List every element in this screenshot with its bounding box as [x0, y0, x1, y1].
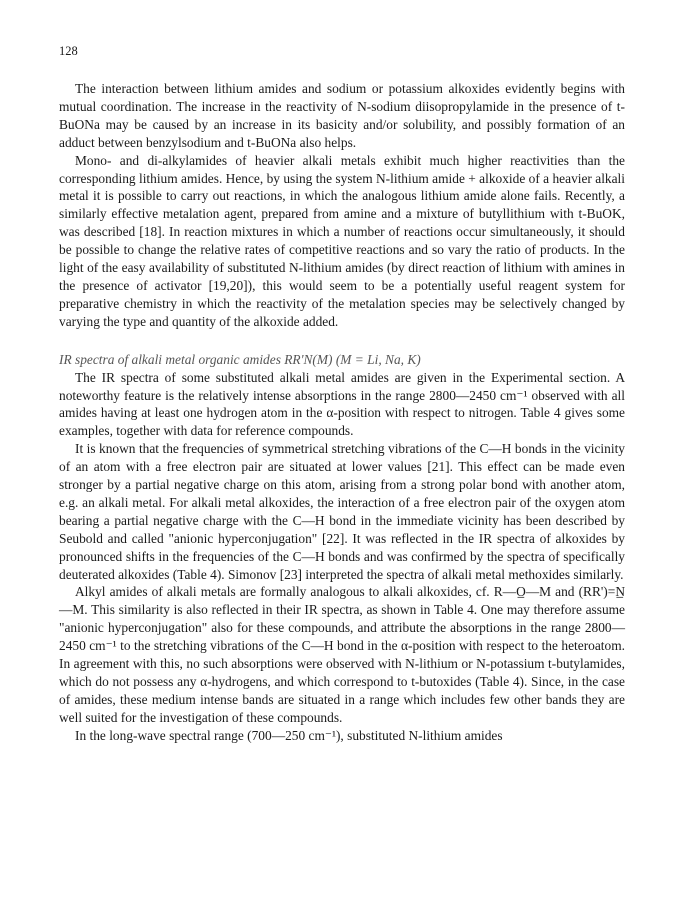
body-text: [59, 80, 625, 745]
page-number: 128: [59, 44, 78, 58]
section-heading-ir-spectra: IR spectra of alkali metal organic amides RR'N(M) (M = Li, Na, K): [59, 351, 421, 367]
paragraph-long-wave-range: In the long-wave spectral range (700—250 cm⁻¹), substituted N-lithium amides: [75, 727, 503, 743]
paragraph-alkyl-amides-analogy: Alkyl amides of alkali metals are formally analogous to alkali alkoxides, cf. R—O̲—M and (RR')=N̲—M. This similarity is also reflected in their IR spectra, as shown in Table 4. One may therefore assume "anionic hyperconjugation" also for these compounds, and attribute the absorptions in the range 2800—2450 cm⁻¹ to the stretching vibrations of the C—H bond in the α-position with respect to the heteroatom. In agreement with this, no such absorptions were observed with N-lithium or N-potassium t-butylamides, which do not possess any α-hydrogens, and which correspond to t-butoxides (Table 4). Since, in the case of amides, these medium intense bands are situated in a range which includes few other bands they are well suited for the investigation of these compounds.: [59, 584, 625, 725]
paragraph-anionic-hyperconjugation: It is known that the frequencies of symmetrical stretching vibrations of the C—H bonds in the vicinity of an atom with a free electron pair are situated at lower values [21]. This effect can be made even stronger by a partial negative charge on this atom, arising from a strong polar bond with another atom, e.g. an alkali metal. For alkali metal alkoxides, the interaction of a free electron pair of the oxygen atom bearing a partial negative charge with the C—H bond in the immediate vicinity has been described by Seubold and called "anionic hyperconjugation" [22]. It was reflected in the IR spectra of alkoxides by pronounced shifts in the frequencies of the C—H bonds and was confirmed by the spectra of specifically deuterated alkoxides (Table 4). Simonov [23] interpreted the spectra of alkali metal methoxides similarly.: [59, 441, 625, 582]
paragraph-heavier-alkali-amides: Mono- and di-alkylamides of heavier alkali metals exhibit much higher reactivities than the corresponding lithium amides. Hence, by using the system N-lithium amide + alkoxide of a heavier alkali metal it is possible to carry out reactions, in which the analogous lithium amide alone fails. Recently, a similarly effective metalation agent, prepared from amine and a mixture of butyllithium with t-BuOK, was described [18]. In reaction mixtures in which a number of reactions occur simultaneously, it should be possible to change the relative rates of competitive reactions and so vary the ratio of products. In the light of the easy availability of substituted N-lithium amides (by direct reaction of lithium with amines in the presence of activator [19,20]), this would seem to be a potentially useful reagent system for preparative chemistry in which the reactivity of the metalation species may be selectively changed by varying the type and quantity of the alkoxide added.: [59, 152, 625, 329]
paragraph-lithium-amides-interaction: The interaction between lithium amides and sodium or potassium alkoxides evidently begins with mutual coordination. The increase in the reactivity of N-sodium diisopropylamide in the presence of t-BuONa may be caused by an increase in its basicity and/or solubility, and possibly formation of an adduct between benzylsodium and t-BuONa also helps.: [59, 81, 625, 150]
paragraph-ir-spectra-overview: The IR spectra of some substituted alkali metal amides are given in the Experimental section. A noteworthy feature is the relatively intense absorptions in the range 2800—2450 cm⁻¹ observed with all amides having at least one hydrogen atom in the α-position with respect to nitrogen. Table 4 gives some examples, together with data for reference compounds.: [59, 369, 625, 439]
